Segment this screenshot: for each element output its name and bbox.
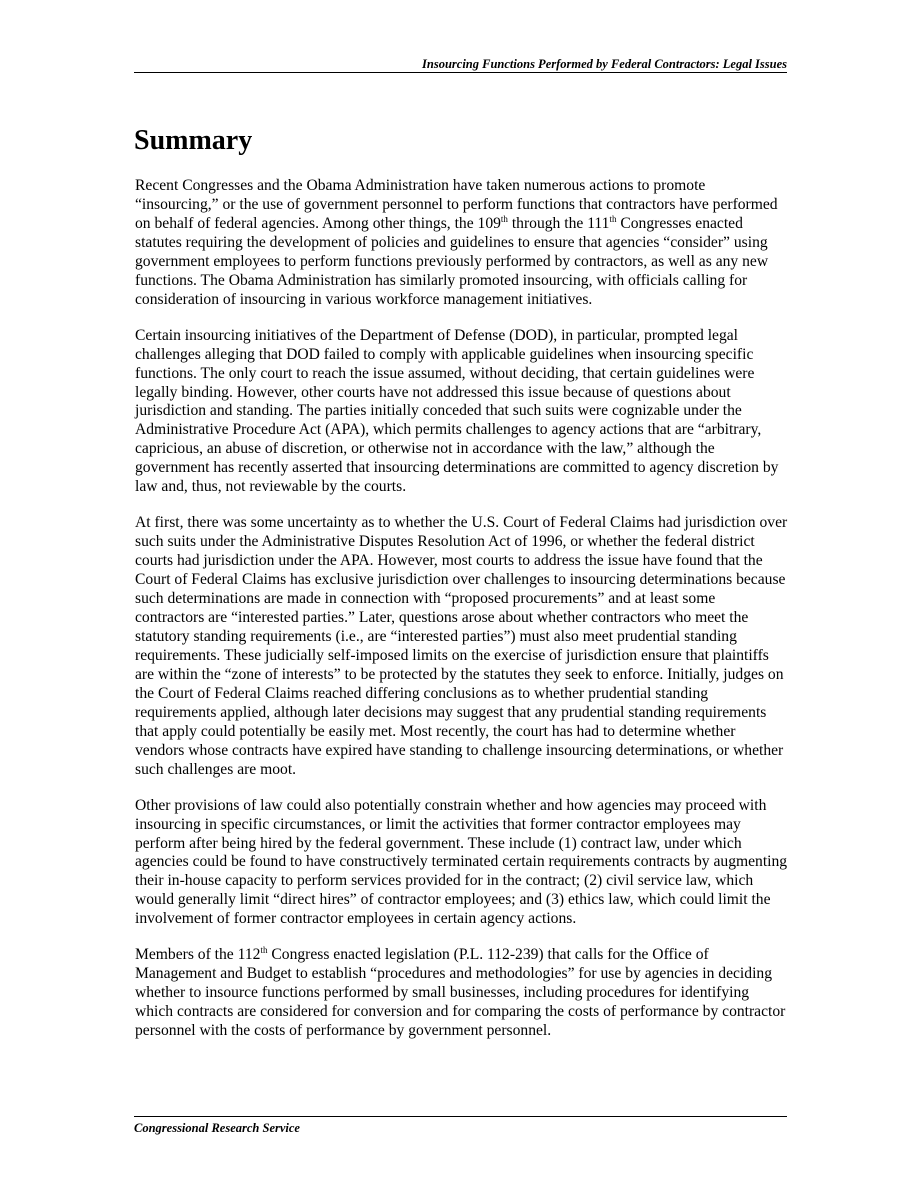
- running-header: Insourcing Functions Performed by Federal Contractors: Legal Issues: [422, 57, 787, 71]
- paragraph-1-text-a: Recent Congresses and the Obama Administration have taken numerous actions to promote “insourcing,” or the use of government personnel to perform functions that contractors have performed on behalf of federal agencies. Among other things, the 109: [135, 177, 778, 232]
- paragraph-5-text-b: Congress enacted legislation (P.L. 112-239) that calls for the Office of Management and Budget to establish “procedures and methodologies” for use by agencies in deciding whether to insource functions performed by small businesses, including procedures for identifying which contracts are considered for conversion and for comparing the costs of performance by contractor personnel with the costs of performance by government personnel.: [135, 946, 786, 1040]
- header-divider: [134, 72, 787, 73]
- paragraph-1-text-c: Congresses enacted statutes requiring the development of policies and guidelines to ensure that agencies “consider” using government employees to perform functions previously performed by contractors, as well as any new functions. The Obama Administration has similarly promoted insourcing, with officials calling for consideration of insourcing in various workforce management initiatives.: [135, 214, 769, 308]
- ordinal-superscript: th: [260, 945, 268, 956]
- paragraph-2: Certain insourcing initiatives of the Department of Defense (DOD), in particular, prompted legal challenges alleging that DOD failed to comply with applicable guidelines when insourcing specific functions. The only court to reach the issue assumed, without deciding, that certain guidelines were legally binding. However, other courts have not addressed this issue because of questions about jurisdiction and standing. The parties initially conceded that such suits were cognizable under the Administrative Procedure Act (APA), which permits challenges to agency actions that are “arbitrary, capricious, an abuse of discretion, or otherwise not in accordance with the law,” although the government has recently asserted that insourcing determinations are committed to agency discretion by law and, thus, not reviewable by the courts.: [135, 326, 779, 496]
- ordinal-superscript: th: [609, 213, 617, 224]
- paragraph-5: [135, 946, 788, 1041]
- summary-body: [135, 177, 788, 1058]
- paragraph-5-text-a: Members of the 112: [135, 946, 261, 964]
- running-footer: Congressional Research Service: [134, 1121, 300, 1135]
- paragraph-1: [135, 177, 788, 310]
- paragraph-1-text-b: through the 111: [507, 214, 610, 232]
- page-title: Summary: [134, 125, 253, 156]
- paragraph-3: At first, there was some uncertainty as to whether the U.S. Court of Federal Claims had jurisdiction over such suits under the Administrative Disputes Resolution Act of 1996, or whether the federal district courts had jurisdiction under the APA. However, most courts to address the issue have found that the Court of Federal Claims has exclusive jurisdiction over challenges to insourcing determinations because such determinations are made in connection with “proposed procurements” and at least some contractors are “interested parties.” Later, questions arose about whether contractors who meet the statutory standing requirements (i.e., are “interested parties”) must also meet prudential standing requirements. These judicially self-imposed limits on the exercise of jurisdiction ensure that plaintiffs are within the “zone of interests” to be protected by the statutes they seek to enforce. Initially, judges on the Court of Federal Claims reached differing conclusions as to whether prudential standing requirements applied, although later decisions may suggest that any prudential standing requirements that apply could potentially be easily met. Most recently, the court has had to determine whether vendors whose contracts have expired have standing to challenge insourcing determinations, or whether such challenges are moot.: [135, 514, 788, 778]
- footer-divider: [134, 1116, 787, 1117]
- ordinal-superscript: th: [500, 213, 508, 224]
- paragraph-4: Other provisions of law could also potentially constrain whether and how agencies may proceed with insourcing in specific circumstances, or limit the activities that former contractor employees may perform after being hired by the federal government. These include (1) contract law, under which agencies could be found to have constructively terminated certain requirements contracts by augmenting their in-house capacity to perform services provided for in the contract; (2) civil service law, which would generally limit “direct hires” of contractor employees; and (3) ethics law, which could limit the involvement of former contractor employees in certain agency actions.: [135, 796, 788, 928]
